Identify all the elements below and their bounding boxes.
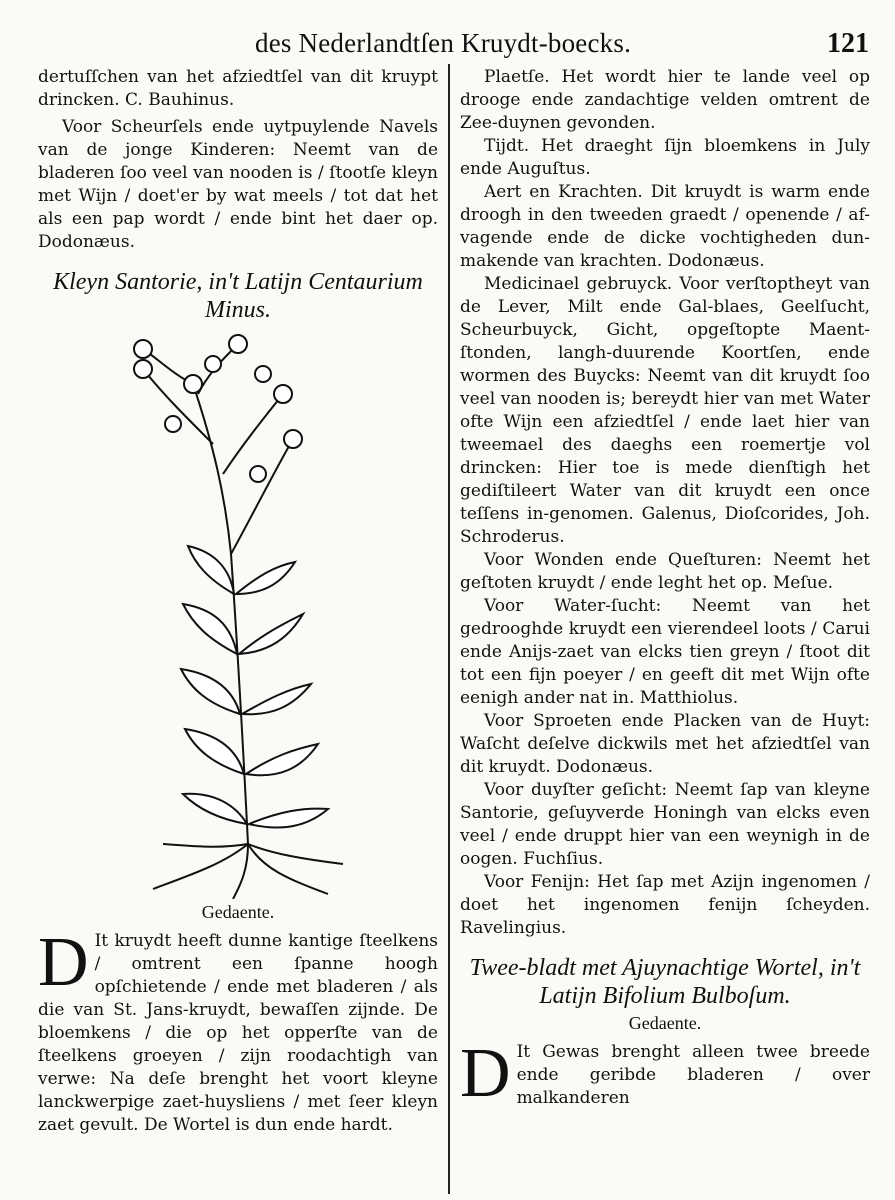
left-column [38, 66, 438, 1137]
centaury-plant-woodcut-icon [113, 324, 363, 899]
left-paragraph-1: dertuſſchen van het afziedtſel van dit kruypt drincken. C. Bauhinus. [38, 67, 438, 110]
page-header [0, 22, 895, 62]
left-paragraph-3: D It kruydt heeft dunne kantige ſteelkens / omtrent een ſpanne hoogh opſchietende / ende met bladeren / als die van St. Jans-kruydt, bewaſſen zijnde. De bloemkens / die op het opperſte van de ſteelkens groeyen / zijn roodachtigh van verwe: Na deſe brenght het voort kleyne lanckwerpige zaet-huysliens / met ſeer kleyn zaet gevult. De Wortel is dun ende hardt. [38, 924, 438, 1135]
right-paragraph-medicinael: Medicinael gebruyck. Voor verſtoptheyt van de Lever, Milt ende Gal-blaes, Geelſucht, Scheurbuyck, Gicht, opgeſtopte Maent-ſtonden, langh-duurende Koortſen, ende wormen des Buycks: Neemt van dit kruydt ſoo veel van nooden is; bereydt hier van met Water ofte Wijn een afziedtſel / ende laet hier van tweemael des daeghs een roemertje vol drincken: Hier toe is mede dienſtigh het gediſtileert Water van dit kruydt een once teſſens in-genomen. Galenus, Dioſcorides, Joh. Schroderus. [460, 274, 870, 547]
right-paragraph-water-sucht: Voor Water-ſucht: Neemt van het gedrooghde kruydt een vierendeel loots / Carui ende Anijs-zaet van elcks tien greyn / ſtoot dit tot een fijn poeyer / en geeft dit met Wijn ofte eenigh ander nat in. Matthiolus. [460, 596, 870, 708]
right-paragraph-wonden: Voor Wonden ende Queſturen: Neemt het geſtoten kruydt / ende leght het op. Meſue. [460, 550, 870, 593]
right-paragraph-tijdt: Tijdt. Het draeght ſijn bloemkens in July ende Auguſtus. [460, 136, 870, 179]
right-paragraph-aert: Aert en Krachten. Dit kruydt is warm ende droogh in den tweeden graedt / openende / af-vagende ende de dicke vochtigheden dun-makende van krachten. Dodonæus. [460, 182, 870, 271]
left-paragraph-2: Voor Scheurſels ende uytpuylende Navels van de jonge Kinderen: Neemt van de bladeren ſoo veel van nooden is / ſtootſe kleyn met Wijn / doet'er by wat meels / tot dat het als een pap wordt / ende bint het daer op. Dodonæus. [38, 117, 438, 252]
running-title: des Nederlandtſen Kruydt-boecks. [255, 28, 632, 58]
section-heading-kleyn-santorie: Kleyn Santorie, in't Latijn Centaurium Minus. [53, 269, 423, 323]
right-paragraph-sproeten: Voor Sproeten ende Placken van de Huyt: Waſcht deſelve dickwils met het afziedtſel van dit kruydt. Dodonæus. [460, 711, 870, 777]
drop-cap: D [38, 924, 89, 1001]
drop-cap-right: D [460, 1035, 511, 1112]
right-paragraph-plaetse: Plaetſe. Het wordt hier te lande veel op drooge ende zandachtige velden omtrent de Zee-duynen gevonden. [460, 67, 870, 133]
page-number: 121 [827, 28, 869, 59]
section-heading-twee-bladt: Twee-bladt met Ajuynachtige Wortel, in't Latijn Bifolium Bulboſum. [469, 955, 861, 1009]
right-paragraph-duyster: Voor duyſter geſicht: Neemt ſap van kleyne Santorie, geſuyverde Honingh van elcks even veel / ende druppt hier van een weynigh in de oogen. Fuchſius. [460, 780, 870, 869]
right-caption: Gedaente. [628, 1013, 702, 1033]
right-paragraph-fenijn: Voor Fenijn: Het ſap met Azijn ingenomen / doet het ingenomen fenijn ſcheyden. Ravelingius. [460, 872, 870, 938]
column-divider [448, 64, 450, 1194]
right-column [460, 66, 870, 1110]
right-paragraph-gewas: D It Gewas brenght alleen twee breede ende geribde bladeren / over malkanderen [460, 1035, 870, 1112]
figure-caption: Gedaente. [201, 902, 275, 922]
